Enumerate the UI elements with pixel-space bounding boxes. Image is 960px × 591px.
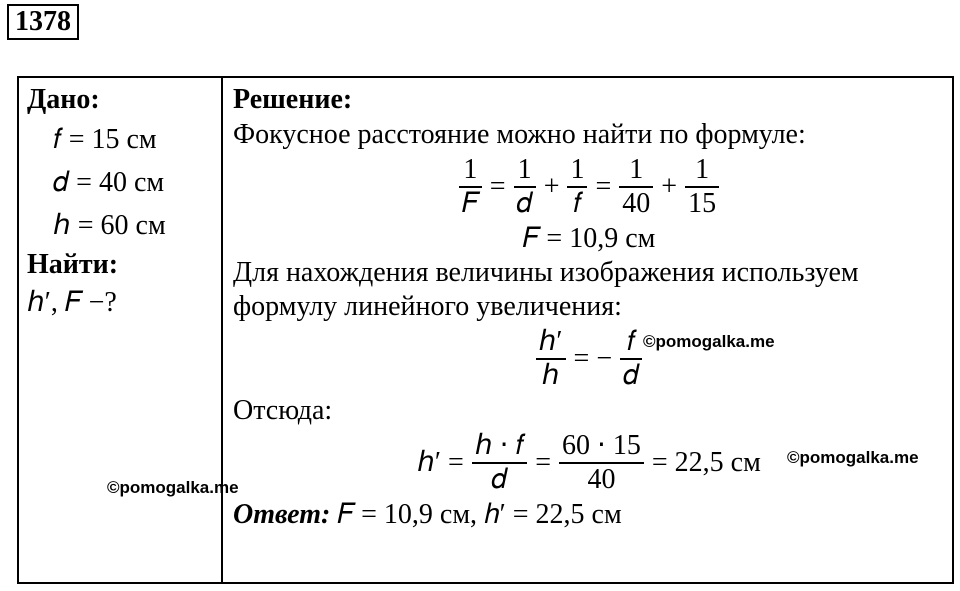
solution-table [17, 76, 954, 584]
given-item-d: 𝑑 = 40 см [53, 167, 165, 198]
numerator: 1 [459, 154, 482, 188]
watermark-text: ©pomogalka.me [787, 448, 919, 467]
fraction-1-over-40 [619, 154, 653, 220]
denominator: 40 [587, 464, 616, 495]
plus-sign: + [661, 171, 678, 202]
equals-minus-sign: = − [573, 343, 613, 374]
solution-line-2: Для нахождения величины изображения используем [233, 257, 859, 288]
numerator: 𝑓 [620, 326, 642, 360]
watermark-text: ©pomogalka.me [107, 478, 239, 497]
fraction-1-over-15 [685, 154, 719, 220]
result-value: = 22,5 см [651, 447, 761, 478]
numerator: 1 [685, 154, 719, 188]
answer-line [233, 498, 945, 532]
numerator: ℎ′ [536, 326, 566, 360]
given-column [27, 82, 217, 323]
given-heading: Дано: [27, 84, 100, 115]
fraction-60x15-over-40 [559, 430, 644, 496]
solution-line-4: Отсюда: [233, 395, 333, 426]
answer-label: Ответ: [233, 499, 331, 530]
find-heading: Найти: [27, 249, 119, 280]
numerator: ℎ ⋅ 𝑓 [472, 430, 527, 464]
solution-heading: Решение: [233, 84, 353, 115]
watermark-text: ©pomogalka.me [643, 332, 775, 351]
fraction-1-over-F [459, 154, 482, 220]
find-text: ℎ′, 𝐹 −? [27, 287, 117, 318]
denominator: 𝐹 [461, 188, 479, 219]
equals-sign: = [595, 171, 612, 202]
denominator: 𝑑 [516, 188, 533, 219]
lhs-h-prime: ℎ′ = [417, 447, 464, 478]
numerator: 60 ⋅ 15 [559, 430, 644, 464]
numerator: 1 [567, 154, 587, 188]
answer-text: 𝐹 = 10,9 см, ℎ′ = 22,5 см [330, 499, 622, 530]
fraction-1-over-d [514, 154, 536, 220]
column-divider [221, 78, 223, 582]
denominator: 𝑓 [573, 188, 582, 219]
equation-lens-formula [233, 154, 945, 220]
numerator: 1 [619, 154, 653, 188]
fraction-h-prime-over-h [536, 326, 566, 392]
denominator: ℎ [541, 360, 560, 391]
solution-line-3: формулу линейного увеличения: [233, 291, 622, 322]
fraction-hf-over-d [472, 430, 527, 496]
fraction-1-over-f [567, 154, 587, 220]
plus-sign: + [543, 171, 560, 202]
fraction-f-over-d [620, 326, 642, 392]
equals-sign: = [489, 171, 506, 202]
equation-magnification [233, 326, 945, 392]
numerator: 1 [514, 154, 536, 188]
given-item-h: ℎ = 60 см [53, 210, 166, 241]
equals-sign: = [535, 447, 551, 478]
denominator: 40 [622, 188, 651, 219]
result-focal-length: 𝐹 = 10,9 см [522, 223, 656, 254]
denominator: 𝑑 [623, 360, 640, 391]
solution-line-1: Фокусное расстояние можно найти по формуле: [233, 119, 806, 150]
given-item-f: 𝑓 = 15 см [53, 124, 157, 155]
denominator: 15 [688, 188, 717, 219]
denominator: 𝑑 [491, 464, 508, 495]
problem-number: 1378 [7, 4, 79, 40]
